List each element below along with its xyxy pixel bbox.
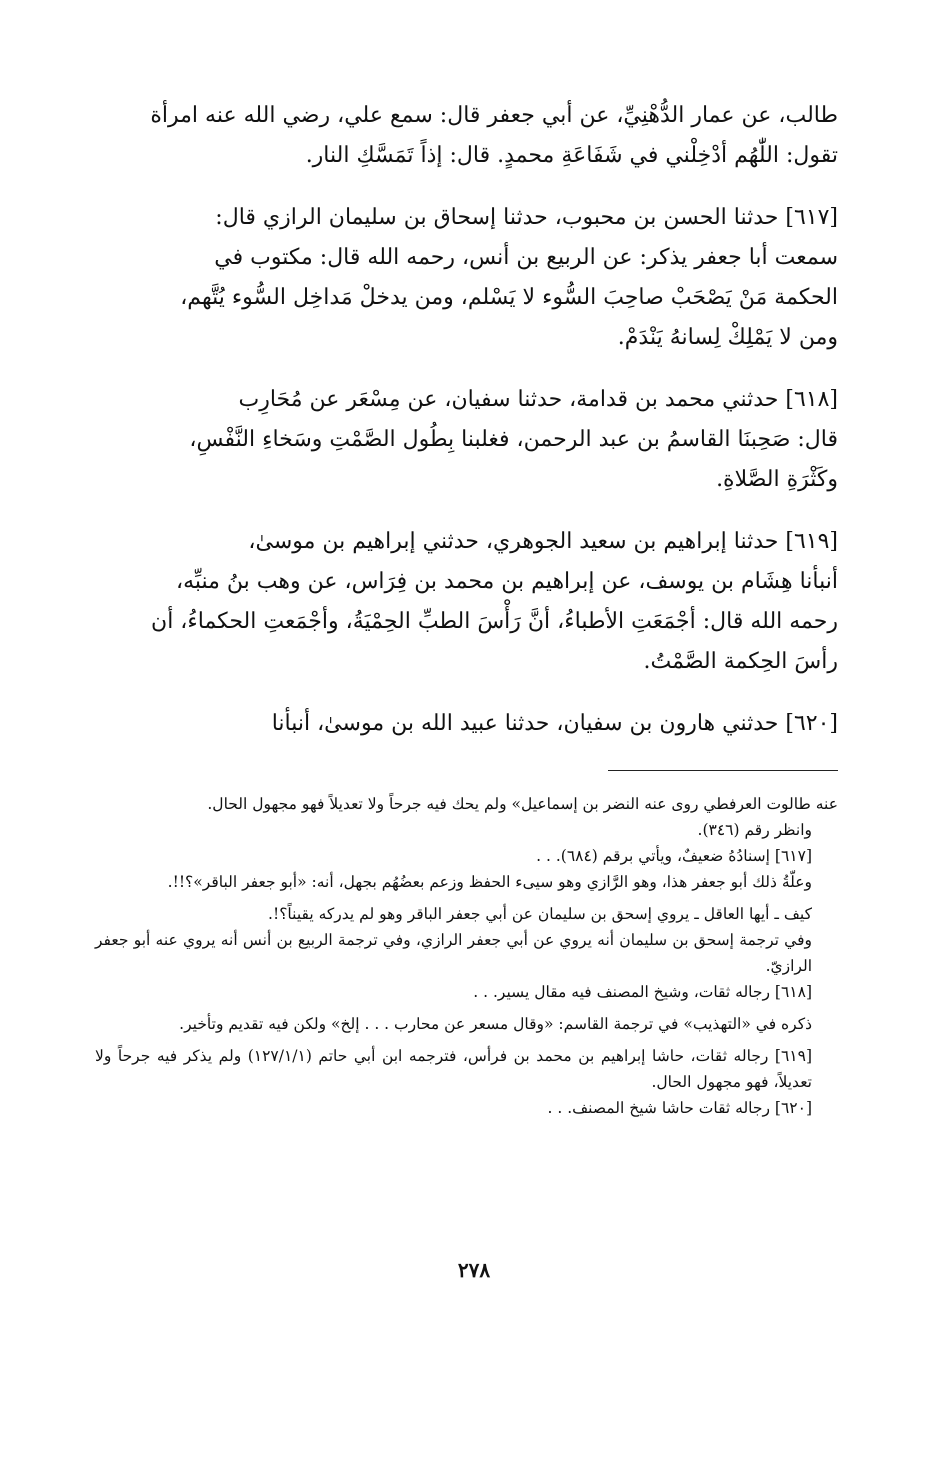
text-line: [٦١٨] حدثني محمد بن قدامة، حدثنا سفيان، عن مِسْعَر عن مُحَارِب: [238, 387, 838, 412]
text-line: سمعت أبا جعفر يذكر: عن الربيع بن أنس، رحمه الله قال: مكتوب في: [214, 245, 838, 270]
text-line: [٦٢٠] حدثني هارون بن سفيان، حدثنا عبيد الله بن موسىٰ، أنبأنا: [271, 711, 838, 736]
footnote-line: عنه طالوت العرفطي روى عنه النضر بن إسماعيل» ولم يحك فيه جرحاً ولا تعديلاً فهو مجهول الحال.: [207, 795, 838, 813]
footnote-line: [٦١٧] إسنادُهُ ضعيفٌ، ويأتي برقم (٦٨٤). . .: [536, 847, 812, 865]
footnote-line: وانظر رقم (٣٤٦).: [697, 821, 812, 839]
footnotes: [95, 791, 838, 1121]
footnote-line: وفي ترجمة إسحق بن سليمان أنه يروي عن أبي جعفر الرازي، وفي ترجمة الربيع بن أنس أنه يروي عنه أبو جعفر الرازيّ.: [95, 931, 812, 975]
main-text: [95, 96, 838, 744]
paragraph-619: [95, 522, 838, 682]
footnote-line: وعلّةُ ذلك أبو جعفر هذا، وهو الرَّازي وهو سيىء الحفظ وزعم بعضُهُم بجهل، أنه: «أبو جعفر الباقر»؟!!.: [167, 873, 812, 891]
text-line: طالب، عن عمار الدُّهْنِيِّ، عن أبي جعفر قال: سمع علي، رضي الله عنه امرأة: [150, 103, 838, 128]
text-line: تقول: اللّٰهُم أدْخِلْني في شَفَاعَةِ محمدٍ. قال: إذاً تَمَسَّكِ النار.: [305, 143, 838, 168]
paragraph-617: [95, 198, 838, 358]
text-line: رأسَ الحِكمة الصَّمْتُ.: [643, 649, 838, 674]
text-line: أنبأنا هِشَام بن يوسف، عن إبراهيم بن محمد بن فِرَاس، عن وهب بنُ منبِّه،: [175, 569, 838, 594]
footnote-line: [٦٢٠] رجاله ثقات حاشا شيخ المصنف. . .: [547, 1099, 812, 1117]
text-line: رحمه الله قال: أجْمَعَتِ الأطباءُ، أنَّ رَأْسَ الطبِّ الحِمْيَةُ، وأجْمَعتِ الحكماءُ، أن: [151, 609, 838, 634]
text-line: وكَثْرَةِ الصَّلاةِ.: [716, 467, 838, 492]
footnote-separator: [608, 770, 838, 771]
text-line: [٦١٧] حدثنا الحسن بن محبوب، حدثنا إسحاق بن سليمان الرازي قال:: [215, 205, 838, 230]
footnote-line: [٦١٩] رجاله ثقات، حاشا إبراهيم بن محمد بن فرأس، فترجمه ابن أبي حاتم (١٢٧/١/١) ولم يذكر فيه جرحاً ولا تعديلاً، فهو مجهول الحال.: [95, 1047, 813, 1091]
footnote-line: ذكره في «التهذيب» في ترجمة القاسم: «وقال مسعر عن محارب . . . إلخ» ولكن فيه تقديم وتأخير.: [179, 1015, 812, 1033]
paragraph-continuation: [95, 96, 838, 176]
text-line: قال: صَحِبنَا القاسمُ بن عبد الرحمن، فغلبنا بِطُول الصَّمْتِ وسَخاءِ النَّفْسِ،: [189, 427, 838, 452]
text-line: الحكمة مَنْ يَصْحَبْ صاحِبَ السُّوء لا يَسْلم، ومن يدخلْ مَداخِل السُّوء يُتَّهم،: [180, 285, 838, 310]
footnote-line: كيف ـ أيها العاقل ـ يروي إسحق بن سليمان عن أبي جعفر الباقر وهو لم يدركه يقيناً؟!.: [268, 905, 812, 923]
text-line: [٦١٩] حدثنا إبراهيم بن سعيد الجوهري، حدثني إبراهيم بن موسىٰ،: [248, 529, 838, 554]
text-line: ومن لا يَمْلِكْ لِسانهُ يَنْدَمْ.: [617, 325, 838, 350]
page-number: ٢٧٨: [457, 1258, 491, 1282]
paragraph-620: [95, 704, 838, 744]
paragraph-618: [95, 380, 838, 500]
footnote-line: [٦١٨] رجاله ثقات، وشيخ المصنف فيه مقال يسير. . .: [473, 983, 812, 1001]
